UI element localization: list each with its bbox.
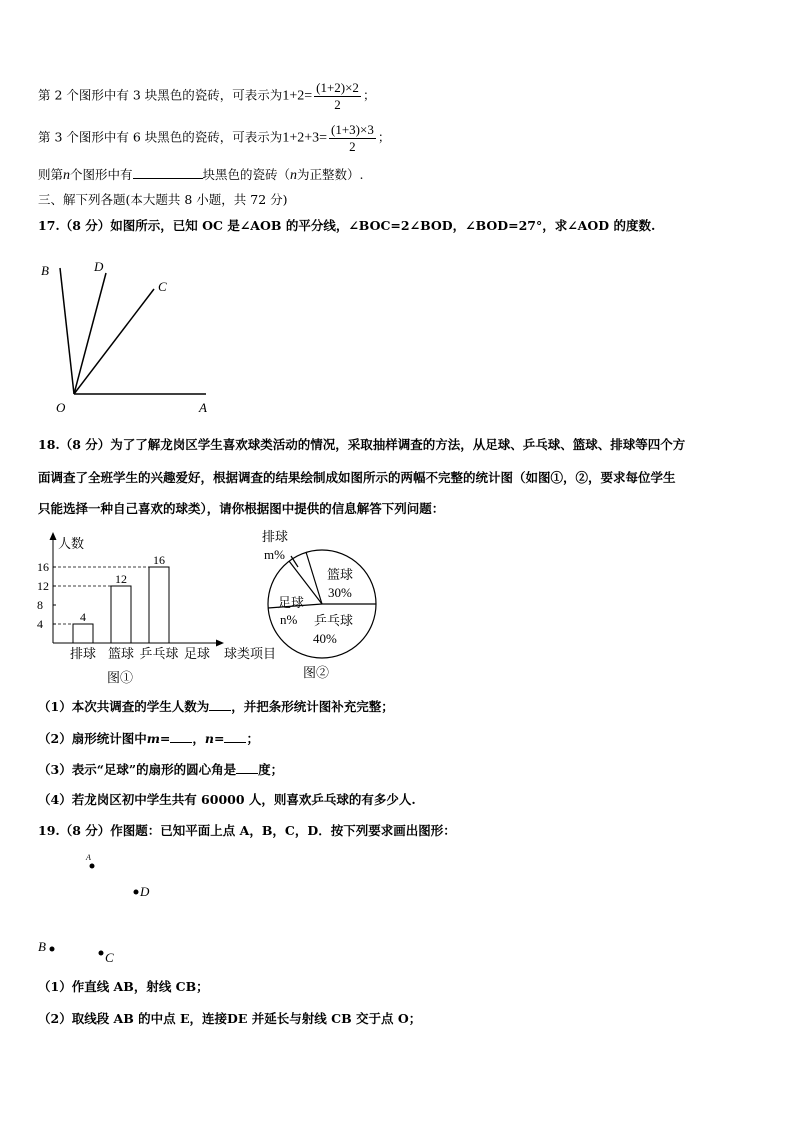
x-axis-arrow xyxy=(216,640,224,647)
q18-sub1-blank[interactable] xyxy=(209,698,231,711)
point-c xyxy=(99,951,104,956)
bar-1 xyxy=(111,586,131,643)
pie-pct-volleyball: m% xyxy=(264,547,285,562)
pattern-n-var2: n xyxy=(290,168,298,183)
y-axis-label: 人数 xyxy=(58,536,85,551)
point-a xyxy=(90,864,95,869)
pattern-line-2-expr: 1+2= xyxy=(282,88,313,104)
pattern-line-n xyxy=(38,166,364,184)
label-b: B xyxy=(41,263,49,278)
pattern-line-3-suffix: ； xyxy=(377,129,391,145)
fig2-caption: 图② xyxy=(303,665,330,680)
q18-sub3-text: （3）表示“足球”的扇形的圆心角是 xyxy=(38,762,237,777)
q19-points-figure xyxy=(30,845,190,970)
fraction-2-numerator: (1+2)×2 xyxy=(316,80,359,95)
pattern-line-2-text: 第 2 个图形中有 3 块黑色的瓷砖，可表示为 xyxy=(38,87,283,103)
label-o: O xyxy=(56,400,66,415)
question-18-line-2: 面调查了全班学生的兴趣爱好，根据调查的结果绘制成如图所示的两幅不完整的统计图（如图①，②，要求每位学生 xyxy=(38,470,676,485)
point-c-label: C xyxy=(105,950,114,965)
pie-label-volleyball: 排球 xyxy=(262,529,289,544)
q18-sub3-end: 度； xyxy=(258,762,284,777)
pattern-n-after: 块黑色的瓷砖（ xyxy=(202,167,291,182)
q18-sub2-m: m= xyxy=(146,731,171,746)
pattern-line-2 xyxy=(38,80,375,112)
ray-od xyxy=(74,273,106,394)
pattern-line-2-suffix: ； xyxy=(362,87,376,103)
q18-sub-3 xyxy=(38,761,283,778)
answer-blank[interactable] xyxy=(133,166,203,179)
label-a: A xyxy=(199,400,207,415)
bar-0 xyxy=(73,624,93,643)
q18-sub-2 xyxy=(38,730,259,747)
question-18-line-3: 只能选择一种自己喜欢的球类），请你根据图中提供的信息解答下列问题： xyxy=(38,501,445,516)
y-tick-label: 16 xyxy=(37,560,49,574)
pattern-n-var: n xyxy=(63,168,71,183)
pie-label-basketball: 篮球 xyxy=(327,567,354,582)
bar-value-label: 16 xyxy=(153,553,165,567)
label-c: C xyxy=(158,279,167,294)
pattern-line-3-text: 第 3 个图形中有 6 块黑色的瓷砖，可表示为 xyxy=(38,129,283,145)
y-tick-label: 8 xyxy=(37,598,43,612)
x-category-label: 排球 xyxy=(69,646,97,660)
question-17-text: 17.（8 分）如图所示，已知 OC 是∠AOB 的平分线，∠BOC=2∠BOD，∠BOD=27°，求∠AOD 的度数. xyxy=(38,218,656,233)
bar-value-label: 4 xyxy=(80,610,86,624)
fig1-caption: 图① xyxy=(107,670,134,685)
point-b xyxy=(50,947,55,952)
pie-label-pingpong: 乒乓球 xyxy=(314,613,354,628)
q18-sub2-n: n= xyxy=(204,731,225,746)
bar-value-label: 12 xyxy=(115,572,127,586)
label-d: D xyxy=(94,259,104,274)
q18-sub3-blank[interactable] xyxy=(236,761,258,774)
q19-sub-2: （2）取线段 AB 的中点 E，连接DE 并延长与射线 CB 交于点 O； xyxy=(38,1011,422,1026)
bar-2 xyxy=(149,567,169,643)
pattern-n-prefix: 则第 xyxy=(38,167,64,182)
ray-oc xyxy=(74,289,154,394)
pattern-n-middle: 个图形中有 xyxy=(70,167,133,182)
pie-divider-volleyball-right xyxy=(306,552,322,604)
fraction-3 xyxy=(329,122,376,154)
q18-sub1-text: （1）本次共调查的学生人数为 xyxy=(38,699,210,714)
x-axis-label: 球类项目 xyxy=(224,646,276,660)
q18-sub-4: （4）若龙岗区初中学生共有 60000 人，则喜欢乒乓球的有多少人. xyxy=(38,792,416,807)
fraction-3-numerator: (1+3)×3 xyxy=(331,122,374,137)
question-18-line-1: 18.（8 分）为了了解龙岗区学生喜欢球类活动的情况，采取抽样调查的方法，从足球、乒乓球、篮球、排球等四个方 xyxy=(38,437,686,452)
q18-sub2-blank-n[interactable] xyxy=(224,730,246,743)
q18-sub2-text: （2）扇形统计图中 xyxy=(38,731,147,746)
point-d xyxy=(134,890,139,895)
x-category-label: 篮球 xyxy=(107,646,135,660)
point-d-label: D xyxy=(140,884,150,899)
bar-chart xyxy=(36,528,276,660)
pie-pct-football: n% xyxy=(280,612,298,627)
y-tick-label: 12 xyxy=(37,579,49,593)
pie-label-football: 足球 xyxy=(278,595,305,610)
q18-sub1-text-end: ，并把条形统计图补充完整； xyxy=(231,699,394,714)
q17-angle-figure xyxy=(30,255,220,420)
fraction-3-denominator: 2 xyxy=(349,139,356,154)
pie-chart xyxy=(258,527,388,682)
pattern-line-3 xyxy=(38,122,390,154)
ray-ob xyxy=(60,268,74,394)
question-19-text: 19.（8 分）作图题：已知平面上点 A，B，C，D．按下列要求画出图形： xyxy=(38,823,456,838)
fraction-2 xyxy=(314,80,361,112)
q18-sub-1 xyxy=(38,698,394,715)
pie-pct-basketball: 30% xyxy=(328,585,352,600)
x-category-label: 乒乓球 xyxy=(139,646,179,660)
point-b-label: B xyxy=(38,939,46,954)
point-a-label: A xyxy=(86,853,91,862)
fraction-2-denominator: 2 xyxy=(334,97,341,112)
y-tick-label: 4 xyxy=(37,617,43,631)
q18-sub2-comma: ， xyxy=(192,731,205,746)
pattern-n-suffix: 为正整数）. xyxy=(297,167,364,182)
section-three-heading: 三、解下列各题(本大题共 8 小题，共 72 分) xyxy=(38,192,288,207)
y-axis-arrow xyxy=(50,532,57,540)
q19-sub-1: （1）作直线 AB，射线 CB； xyxy=(38,979,209,994)
pattern-line-3-expr: 1+2+3= xyxy=(282,130,327,146)
q18-sub2-blank-m[interactable] xyxy=(170,730,192,743)
q18-sub2-end: ； xyxy=(246,731,259,746)
x-category-label: 足球 xyxy=(183,646,211,660)
pie-pct-pingpong: 40% xyxy=(313,631,337,646)
